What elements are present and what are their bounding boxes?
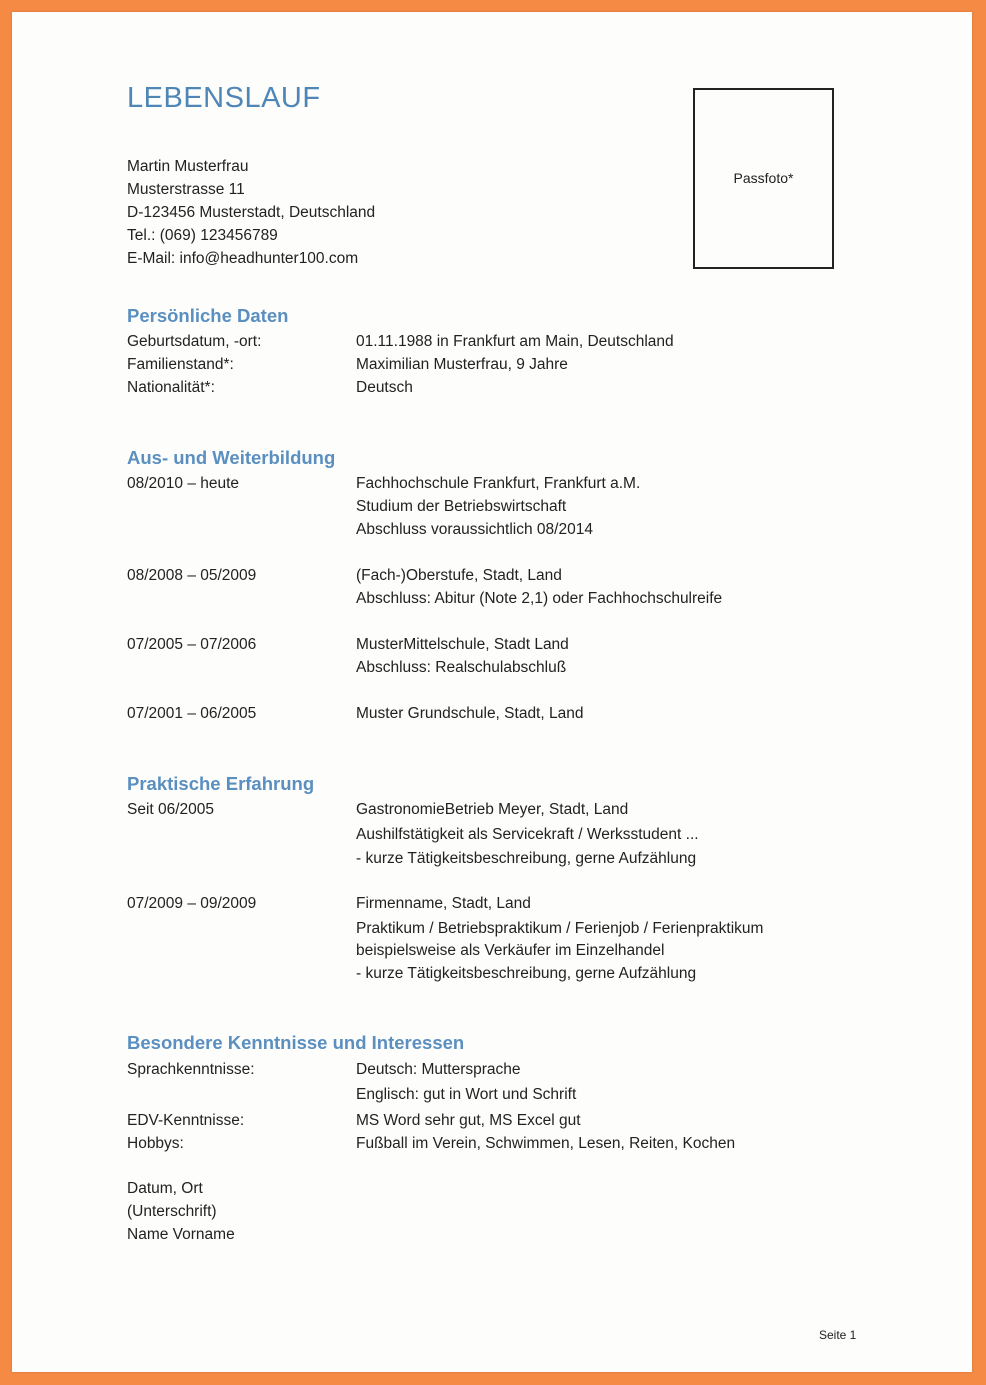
education-period: 07/2005 – 07/2006 (127, 636, 257, 653)
contact-email: E-Mail: info@headhunter100.com (127, 250, 359, 267)
experience-period: Seit 06/2005 (127, 801, 215, 818)
section-heading-skills: Besondere Kenntnisse und Interessen (127, 1032, 465, 1053)
experience-line: Firmenname, Stadt, Land (356, 895, 531, 912)
personal-value: 01.11.1988 in Frankfurt am Main, Deutschland (356, 333, 674, 350)
experience-line: GastronomieBetrieb Meyer, Stadt, Land (356, 801, 629, 818)
signature-line: (Unterschrift) (127, 1203, 217, 1220)
personal-value: Maximilian Musterfrau, 9 Jahre (356, 356, 568, 373)
personal-value: Deutsch (356, 379, 413, 396)
education-line: Studium der Betriebswirtschaft (356, 498, 567, 515)
section-heading-education: Aus- und Weiterbildung (127, 447, 336, 468)
signature-name: Name Vorname (127, 1226, 235, 1243)
contact-city: D-123456 Musterstadt, Deutschland (127, 204, 376, 221)
experience-line: beispielsweise als Verkäufer im Einzelhandel (356, 942, 665, 959)
page-title: LEBENSLAUF (127, 82, 321, 114)
section-heading-personal: Persönliche Daten (127, 305, 289, 326)
skills-label: Hobbys: (127, 1135, 184, 1152)
contact-block (127, 155, 375, 270)
contact-name: Martin Musterfrau (127, 158, 249, 175)
education-line: (Fach-)Oberstufe, Stadt, Land (356, 567, 562, 584)
resume-page (12, 12, 972, 1372)
contact-phone: Tel.: (069) 123456789 (127, 227, 278, 244)
photo-label: Passfoto* (733, 170, 794, 186)
education-period: 08/2010 – heute (127, 475, 240, 492)
contact-street: Musterstrasse 11 (127, 181, 245, 198)
skills-value: Fußball im Verein, Schwimmen, Lesen, Reiten, Kochen (356, 1135, 736, 1152)
education-line: Abschluss: Realschulabschluß (356, 659, 567, 676)
personal-label: Nationalität*: (127, 379, 215, 396)
skills-label: EDV-Kenntnisse: (127, 1112, 245, 1129)
education-line: Muster Grundschule, Stadt, Land (356, 705, 584, 722)
education-period: 07/2001 – 06/2005 (127, 705, 257, 722)
education-period: 08/2008 – 05/2009 (127, 567, 257, 584)
skills-value: Deutsch: Muttersprache (356, 1061, 521, 1078)
experience-period: 07/2009 – 09/2009 (127, 895, 257, 912)
skills-value: MS Word sehr gut, MS Excel gut (356, 1112, 581, 1129)
experience-line: - kurze Tätigkeitsbeschreibung, gerne Aufzählung (356, 965, 697, 982)
section-heading-experience: Praktische Erfahrung (127, 773, 315, 794)
skills-label: Sprachkenntnisse: (127, 1061, 255, 1078)
personal-label: Familienstand*: (127, 356, 234, 373)
experience-line: - kurze Tätigkeitsbeschreibung, gerne Aufzählung (356, 850, 697, 867)
personal-label: Geburtsdatum, -ort: (127, 333, 262, 350)
page-number: Seite 1 (819, 1328, 857, 1342)
passport-photo-placeholder (693, 88, 834, 269)
education-line: Abschluss voraussichtlich 08/2014 (356, 521, 593, 538)
date-place: Datum, Ort (127, 1180, 203, 1197)
experience-line: Praktikum / Betriebspraktikum / Ferienjob / Ferienpraktikum (356, 920, 764, 937)
education-line: Abschluss: Abitur (Note 2,1) oder Fachhochschulreife (356, 590, 723, 607)
education-line: Fachhochschule Frankfurt, Frankfurt a.M. (356, 475, 641, 492)
skills-value: Englisch: gut in Wort und Schrift (356, 1086, 577, 1103)
experience-line: Aushilfstätigkeit als Servicekraft / Werksstudent ... (356, 826, 699, 843)
education-line: MusterMittelschule, Stadt Land (356, 636, 569, 653)
